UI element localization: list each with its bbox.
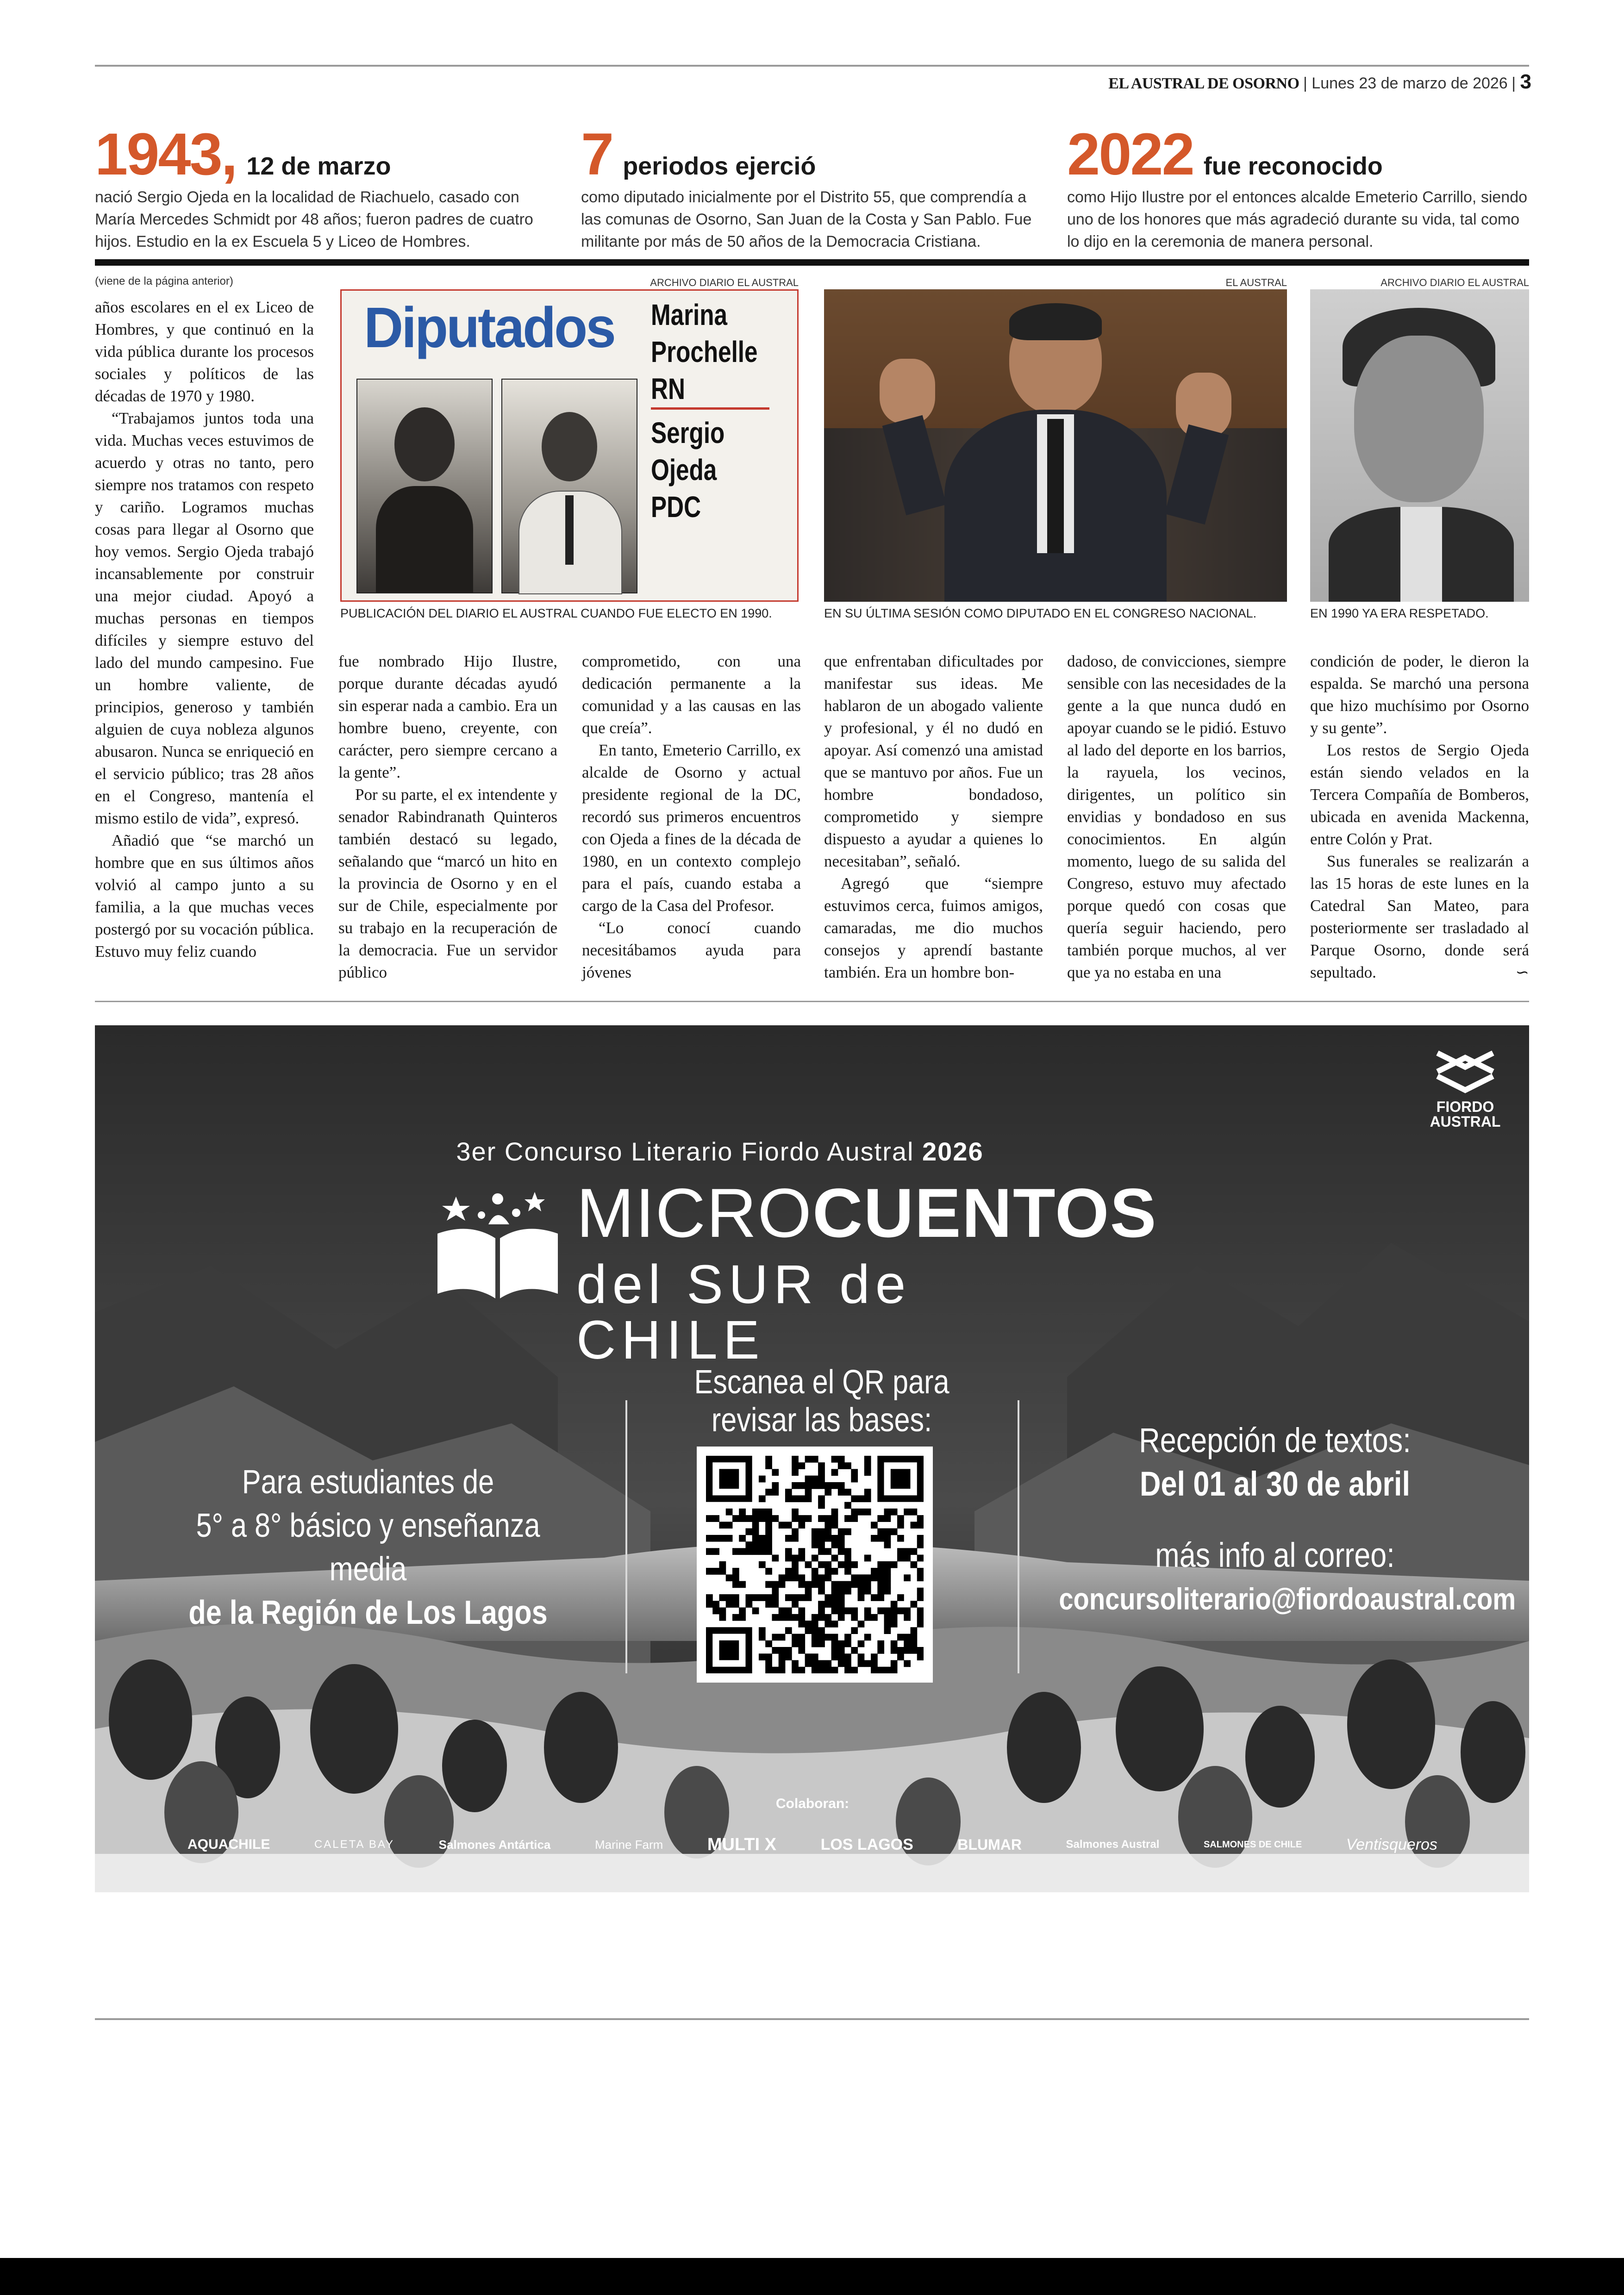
sponsor-logo: Marine Farm <box>594 1837 663 1852</box>
congress-photo <box>824 289 1287 602</box>
fact-birth <box>95 121 558 253</box>
sponsor-logo: Salmones Austral <box>1066 1838 1160 1851</box>
ad-subtitle: del SUR de CHILE <box>576 1254 912 1371</box>
raised-fist-left <box>880 359 935 424</box>
fact-periods <box>581 121 1044 253</box>
fact-label: 12 de marzo <box>246 152 391 180</box>
article-end-mark: ∽ <box>1515 963 1529 981</box>
fact-text: nació Sergio Ojeda en la localidad de Riachuelo, casado con María Mercedes Schmidt por 48 años; fueron padres de cuatro hijos. Estudio en la ex Escuela 5 y Liceo de Hombres. <box>95 188 533 250</box>
sponsor-logo: Salmones Antártica <box>438 1837 551 1852</box>
sponsor-logo: LOS LAGOS <box>820 1835 913 1853</box>
page-number: 3 <box>1520 70 1531 93</box>
qr-code[interactable] <box>697 1447 933 1683</box>
sponsor-logo: CALETA BAY <box>314 1838 395 1851</box>
sponsors-label: Colaboran: <box>775 1796 849 1811</box>
top-rule <box>95 65 1529 67</box>
fiordo-austral-logo-icon <box>1433 1046 1498 1097</box>
sponsor-logo: AQUACHILE <box>187 1837 270 1852</box>
clipping-portrait-1 <box>356 379 493 593</box>
fact-number: 7 <box>581 121 613 187</box>
clipping-portrait-2 <box>501 379 637 593</box>
fact-number: 1943, <box>95 121 237 187</box>
contest-name: 3er Concurso Literario Fiordo Austral 2026 <box>456 1137 984 1166</box>
article-end-rule <box>95 1001 1529 1002</box>
photo-caption: EN SU ÚLTIMA SESIÓN COMO DIPUTADO EN EL CONGRESO NACIONAL. <box>824 606 1257 620</box>
article-column-1: años escolares en el ex Liceo de Hombres, y que continuó en la vida pública durante los procesos sociales y políticos de las décadas de 1970 y 1980. “Trabajamos juntos toda una vida. Muchas veces estuvimos de acuerdo y otras no tanto, pero siempre nos tratamos con respeto y cariño. Logramos muchas cosas para llegar al Osorno que hoy vemos. Sergio Ojeda trabajó incansablemente por construir una mejor ciudad. Apoyó a muchas personas en tiempos difíciles y siempre estuvo del lado del mundo campesino. Fue un hombre valiente, de principios, generoso y también alguien de cuya nobleza algunos abusaron. Nunca se enriqueció en el servicio público; tras 28 años en el Congreso, mantenía el mismo estilo de vida”, expresó. Añadió que “se marchó un hombre que en sus últimos años volvió al campo junto a su familia, a la que muchas veces postergó por su vocación pública. Estuvo muy feliz cuando <box>95 298 314 960</box>
photo-caption: EN 1990 YA ERA RESPETADO. <box>1310 606 1489 620</box>
photo-credit: EL AUSTRAL <box>1225 277 1287 288</box>
sponsor-logo: BLUMAR <box>957 1836 1022 1853</box>
clipping-names: Marina Prochelle RN Sergio Ojeda PDC <box>651 296 766 525</box>
continued-note: (viene de la página anterior) <box>95 275 233 287</box>
fact-text: como diputado inicialmente por el Distrito 55, que comprendía a las comunas de Osorno, San Juan de la Costa y San Pablo. Fue militante por más de 50 años de la Democracia Cristiana. <box>581 188 1032 250</box>
article-column-6: condición de poder, le dieron la espalda. Se marchó una persona que hizo muchísimo por Osorno y su gente”. Los restos de Sergio Ojeda están siendo velados en la Tercera Compañía de Bomberos, ubicada en avenida Mackenna, entre Colón y Prat. Sus funerales se realizarán a las 15 horas de este lunes en la Catedral San Mateo, para posteriormente ser trasladado al Parque Osorno, donde será sepultado. ∽ <box>1310 650 1529 984</box>
qr-instructions: Escanea el QR para revisar las bases: <box>694 1364 949 1439</box>
open-book-icon <box>428 1178 567 1308</box>
fact-number: 2022 <box>1067 121 1193 187</box>
fact-text: como Hijo Ilustre por el entonces alcalde Emeterio Carrillo, siendo uno de los honores que más agradeció durante su vida, tal como lo dijo en la ceremonia de manera personal. <box>1067 188 1528 250</box>
sponsor-logo: SALMONES DE CHILE <box>1203 1839 1302 1850</box>
fact-label: periodos ejerció <box>623 152 816 180</box>
audience-text: Para estudiantes de 5° a 8° básico y enseñanza media de la Región de Los Lagos <box>188 1464 548 1631</box>
page-header: EL AUSTRAL DE OSORNO | Lunes 23 de marzo de 2026 | 3 <box>1108 70 1531 93</box>
qr-code-icon <box>706 1456 924 1673</box>
sponsor-logos <box>187 1831 1529 1858</box>
newspaper-name: EL AUSTRAL DE OSORNO <box>1108 75 1299 92</box>
contest-advertisement <box>95 1025 1529 1892</box>
fact-label: fue reconocido <box>1203 152 1383 180</box>
clipping-heading: Diputados <box>364 295 614 360</box>
contact-email[interactable]: concursoliterario@fiordoaustral.com <box>1059 1582 1516 1616</box>
portrait-face <box>1354 336 1484 502</box>
photo-credit: ARCHIVO DIARIO EL AUSTRAL <box>650 277 799 288</box>
viewer-bottom-bar <box>0 2258 1624 2295</box>
fiordo-austral-logo: FIORDO AUSTRAL <box>1428 1046 1502 1129</box>
reception-info: Recepción de textos: Del 01 al 30 de abril más info al correo: concursoliterario@fiordoaustral.com <box>1059 1419 1491 1621</box>
raised-fist-right <box>1176 373 1231 437</box>
issue-date: Lunes 23 de marzo de 2026 <box>1312 75 1508 92</box>
photo-caption: PUBLICACIÓN DEL DIARIO EL AUSTRAL CUANDO FUE ELECTO EN 1990. <box>340 606 772 620</box>
section-divider <box>95 259 1529 266</box>
article-column-4: que enfrentaban dificultades por manifestar sus ideas. Me hablaron de un abogado valiente y profesional, y él no dudó en apoyar. Así comenzó una amistad que se mantuvo por años. Fue un hombre bondadoso, comprometido y siempre dispuesto a ayudar a quienes lo necesitaban”, señaló. Agregó que “siempre estuvimos cerca, fuimos amigos, camaradas, me dio muchos consejos y aprendí bastante también. Era un hombre bon- <box>824 652 1043 981</box>
sponsor-logo: MULTI X <box>707 1834 777 1854</box>
bottom-rule <box>95 2018 1529 2020</box>
portrait-photo <box>1310 289 1529 602</box>
photo-credit: ARCHIVO DIARIO EL AUSTRAL <box>1380 277 1529 288</box>
article-column-2: fue nombrado Hijo Ilustre, porque durante décadas ayudó sin esperar nada a cambio. Era un hombre bueno, creyente, con carácter, pero siempre cercano a la gente”. Por su parte, el ex intendente y senador Rabindranath Quinteros también destacó su legado, señalando que “marcó un hito en la provincia de Osorno y en el sur de Chile, especialmente por su trabajo en la recuperación de la democracia. Fue un servidor público <box>338 652 557 981</box>
article-column-5: dadoso, de convicciones, siempre sensible con las necesidades de la gente a la que nunca dudó en apoyar cuando se le pidió. Estuvo al lado del deporte en los barrios, la rayuela, los vecinos, dirigentes, un político sin envidias y bondadoso en sus conocimientos. En algún momento, luego de su salida del Congreso, estuvo muy afectado porque quedó con cosas que quería seguir haciendo, pero también porque muchos, al ver que ya no estaba en una <box>1067 652 1286 981</box>
article-column-3: comprometido, con una dedicación permanente a la comunidad y a las causas en las que creía”. En tanto, Emeterio Carrillo, ex alcalde de Osorno y actual presidente regional de la DC, recordó sus primeros encuentros con Ojeda a fines de la década de 1980, en un contexto complejo para el país, cuando estaba a cargo de la Casa del Profesor. “Lo conocí cuando necesitábamos ayuda para jóvenes <box>582 652 801 981</box>
sponsor-logo: Ventisqueros <box>1346 1835 1437 1853</box>
ad-title: MICROCUENTOS <box>576 1174 1157 1252</box>
fact-recognition <box>1067 121 1530 253</box>
clipping-photo <box>340 289 799 602</box>
